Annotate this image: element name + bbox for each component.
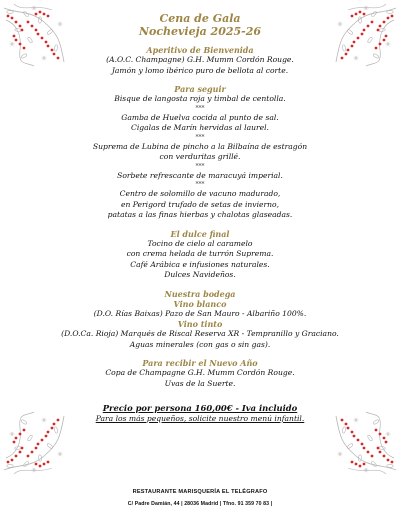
menu-item: Café Arábica e infusiones naturales.	[130, 259, 270, 269]
menu-item: Jamón y lomo ibérico puro de bellota al corte.	[111, 65, 289, 75]
subsection-title-vino-tinto: Vino tinto	[177, 319, 223, 329]
menu-item: Copa de Champagne G.H. Mumm Cordón Rouge.	[105, 368, 295, 377]
menu-item: Cigalas de Marín hervidas al laurel.	[131, 123, 269, 132]
menu-item: Dulces Navideños.	[164, 270, 236, 279]
restaurant-name: RESTAURANTE MARISQUERÍA EL TELÉGRAFO	[132, 489, 268, 495]
section-title-aperitivo: Aperitivo de Bienvenida	[146, 45, 254, 55]
menu-item: Aguas minerales (con gas o sin gas).	[129, 339, 271, 349]
section-title-dulce-final: El dulce final	[170, 228, 230, 239]
menu-content	[40, 12, 360, 425]
subsection-title-vino-blanco: Vino blanco	[173, 298, 227, 309]
menu-item: con crema helada de turrón Suprema.	[126, 249, 274, 258]
kids-menu-note: Para los más pequeños, solicite nuestro menú infantil.	[95, 414, 305, 423]
menu-title-line2: Nochevieja 2025-26	[138, 25, 262, 38]
menu-item: (D.O.Ca. Rioja) Marqués de Riscal Reserva XR - Tempranillo y Graciano.	[61, 329, 339, 338]
menu-item: Sorbete refrescante de maracuyá imperial.	[117, 170, 283, 180]
separator: ***	[195, 181, 205, 188]
menu-item: (D.O. Rías Baixas) Pazo de San Mauro - Albariño 100%.	[93, 308, 307, 318]
separator: ***	[195, 133, 205, 141]
menu-item: Uvas de la Suerte.	[164, 378, 236, 388]
section-title-para-seguir: Para seguir	[174, 84, 226, 94]
menu-item: Tocino de cielo al caramelo	[147, 238, 253, 248]
menu-item: Centro de solomillo de vacuno madurado,	[119, 189, 281, 198]
menu-title-line1: Cena de Gala	[159, 12, 241, 25]
price-line: Precio por persona 160,00€ - Iva incluido	[102, 403, 298, 413]
menu-item: Gamba de Huelva cocida al punto de sal.	[121, 112, 279, 122]
menu-item: en Perigord trufado de setas de invierno,	[120, 199, 280, 209]
separator: ***	[195, 104, 205, 112]
menu-item: Suprema de Lubina de pincho a la Bilbaína de estragón	[92, 141, 308, 151]
menu-item: (A.O.C. Champagne) G.H. Mumm Cordón Rouge.	[106, 55, 294, 64]
restaurant-address: C/ Padre Damián, 44 | 28036 Madrid | Tfno. 91 359 70 83 |	[127, 501, 273, 507]
menu-item: con verduritas grillé.	[159, 152, 241, 161]
menu-item: patatas a las finas hierbas y chalotas glaseadas.	[107, 210, 293, 219]
section-title-bodega: Nuestra bodega	[164, 288, 236, 299]
menu-item: Bisque de langosta roja y timbal de centolla.	[114, 94, 286, 103]
section-title-nuevo-ano: Para recibir el Nuevo Año	[142, 358, 258, 368]
separator: ***	[195, 162, 205, 170]
